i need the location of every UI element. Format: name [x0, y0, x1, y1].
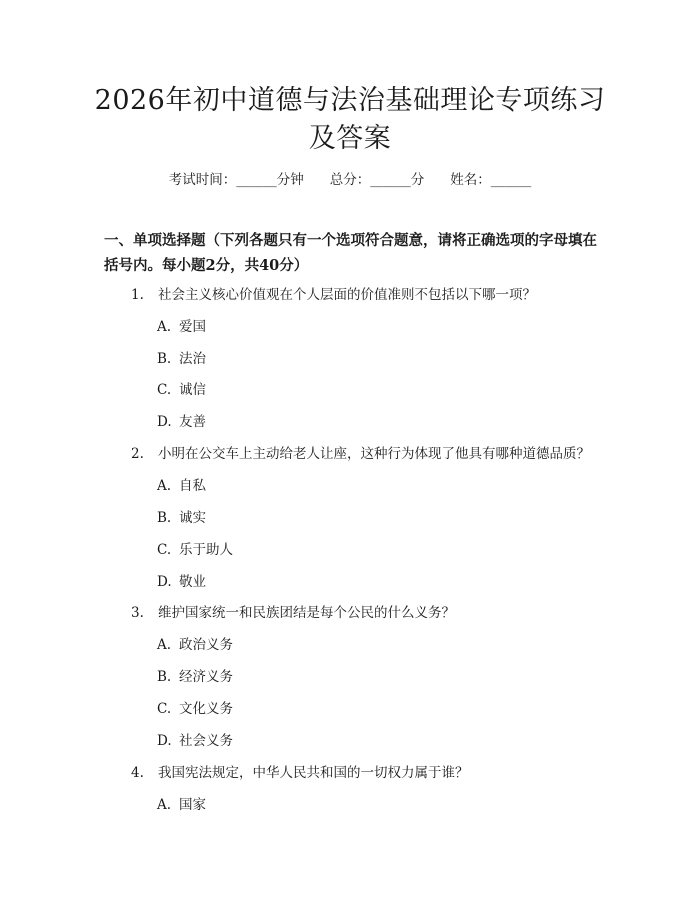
question-1-option-d: [157, 410, 206, 430]
exam-time-field: 考试时间：______分钟: [168, 172, 304, 188]
exam-meta: [0, 168, 700, 188]
option-letter: C.: [157, 701, 172, 717]
document-title: 2026年初中道德与法治基础理论专项练习及答案: [94, 85, 606, 154]
option-text: 诚信: [179, 382, 206, 398]
question-1-option-c: [157, 378, 206, 398]
question-text: 小明在公交车上主动给老人让座，这种行为体现了他具有哪种道德品质？: [158, 446, 590, 462]
question-4: [131, 761, 469, 781]
question-text: 维护国家统一和民族团结是每个公民的什么义务？: [158, 605, 455, 621]
question-3-option-b: [157, 665, 233, 685]
option-text: 乐于助人: [179, 542, 233, 558]
question-number: 3.: [131, 605, 144, 621]
question-2-option-c: [157, 538, 233, 558]
option-text: 经济义务: [179, 669, 233, 685]
option-text: 爱国: [179, 319, 206, 335]
question-2-option-a: [157, 474, 206, 494]
question-3-option-a: [157, 633, 233, 653]
option-letter: D.: [157, 574, 172, 590]
name-field: 姓名：______: [450, 172, 532, 188]
question-1: [131, 283, 536, 303]
option-text: 法治: [179, 351, 206, 367]
question-1-option-b: [157, 347, 206, 367]
option-text: 诚实: [179, 510, 206, 526]
question-3: [131, 601, 455, 621]
total-score-field: 总分：______分: [329, 172, 425, 188]
question-2-option-d: [157, 570, 206, 590]
option-text: 国家: [179, 797, 206, 813]
question-3-option-c: [157, 697, 233, 717]
question-text: 社会主义核心价值观在个人层面的价值准则不包括以下哪一项？: [158, 287, 536, 303]
option-letter: A.: [157, 637, 172, 653]
option-text: 自私: [179, 478, 206, 494]
question-2: [131, 442, 590, 462]
option-text: 文化义务: [179, 701, 233, 717]
option-letter: C.: [157, 382, 172, 398]
question-text: 我国宪法规定，中华人民共和国的一切权力属于谁？: [158, 765, 469, 781]
option-text: 政治义务: [179, 637, 233, 653]
option-letter: A.: [157, 478, 172, 494]
option-letter: D.: [157, 733, 172, 749]
option-letter: A.: [157, 319, 172, 335]
question-number: 4.: [131, 765, 144, 781]
option-letter: B.: [157, 510, 172, 526]
option-text: 敬业: [179, 574, 206, 590]
option-letter: C.: [157, 542, 172, 558]
question-number: 2.: [131, 446, 144, 462]
option-letter: B.: [157, 669, 172, 685]
option-letter: B.: [157, 351, 172, 367]
option-text: 社会义务: [179, 733, 233, 749]
option-letter: D.: [157, 414, 172, 430]
question-1-option-a: [157, 315, 206, 335]
option-text: 友善: [179, 414, 206, 430]
question-2-option-b: [157, 506, 206, 526]
question-3-option-d: [157, 729, 233, 749]
question-4-option-a: [157, 793, 206, 813]
question-number: 1.: [131, 287, 144, 303]
option-letter: A.: [157, 797, 172, 813]
section-heading: 一、单项选择题（下列各题只有一个选项符合题意，请将正确选项的字母填在括号内。每小题2分，共40分）: [104, 232, 597, 274]
